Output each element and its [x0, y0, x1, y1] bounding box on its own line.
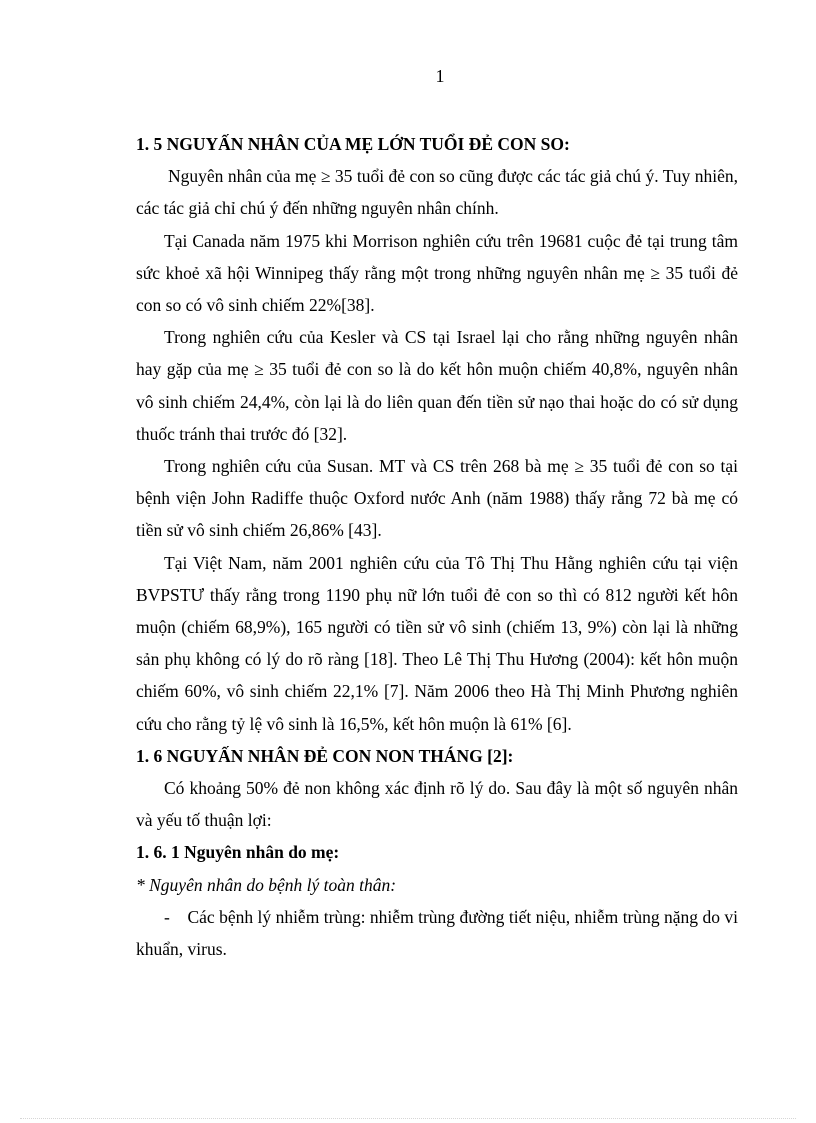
- paragraph-1: Nguyên nhân của mẹ ≥ 35 tuổi đẻ con so cũng được các tác giả chú ý. Tuy nhiên, các tác giả chỉ chú ý đến những nguyên nhân chính.: [136, 166, 738, 219]
- page-number: 1: [435, 66, 445, 86]
- document-body: [136, 128, 738, 965]
- section-heading-1-6: 1. 6 NGUYẤN NHÂN ĐẺ CON NON THÁNG [2]:: [136, 745, 514, 766]
- paragraph-4: Trong nghiên cứu của Susan. MT và CS trên 268 bà mẹ ≥ 35 tuổi đẻ con so tại bệnh viện John Radiffe thuộc Oxford nước Anh (năm 1988) thấy rằng 72 bà mẹ có tiền sử vô sinh chiếm 26,86% [43].: [136, 456, 738, 541]
- bullet-dash: -: [164, 906, 170, 927]
- paragraph-2: Tại Canada năm 1975 khi Morrison nghiên cứu trên 19681 cuộc đẻ tại trung tâm sức khoẻ xã hội Winnipeg thấy rằng một trong những nguyên nhân mẹ ≥ 35 tuổi đẻ con so có vô sinh chiếm 22%[38].: [136, 230, 738, 316]
- page-bottom-divider: [20, 1118, 796, 1119]
- paragraph-5: Tại Việt Nam, năm 2001 nghiên cứu của Tô Thị Thu Hằng nghiên cứu tại viện BVPSTƯ thấy rằng trong 1190 phụ nữ lớn tuổi đẻ con so thì có 812 người kết hôn muộn (chiếm 68,9%), 165 người có tiền sử vô sinh (chiếm 13, 9%) còn lại là những sản phụ không có lý do rõ ràng [18]. Theo Lê Thị Thu Hương (2004): kết hôn muộn chiếm 60%, vô sinh chiếm 22,1% [7]. Năm 2006 theo Hà Thị Minh Phương nghiên cứu cho rằng tỷ lệ vô sinh là 16,5%, kết hôn muộn là 61% [6].: [136, 552, 738, 734]
- bullet-text: Các bệnh lý nhiễm trùng: nhiễm trùng đường tiết niệu, nhiễm trùng nặng do vi khuẩn, virus.: [136, 906, 738, 960]
- italic-subheading: * Nguyên nhân do bệnh lý toàn thân:: [136, 874, 397, 895]
- section-heading-1-5: 1. 5 NGUYẤN NHÂN CỦA MẸ LỚN TUỔI ĐẺ CON SO:: [136, 134, 570, 154]
- paragraph-3: Trong nghiên cứu của Kesler và CS tại Israel lại cho rằng những nguyên nhân hay gặp của mẹ ≥ 35 tuổi đẻ con so là do kết hôn muộn chiếm 40,8%, nguyên nhân vô sinh chiếm 24,4%, còn lại là do liên quan đến tiền sử nạo thai hoặc do có sử dụng thuốc tránh thai trước đó [32].: [136, 327, 738, 444]
- bullet-item: [136, 901, 738, 965]
- paragraph-intro: Có khoảng 50% đẻ non không xác định rõ lý do. Sau đây là một số nguyên nhân và yếu tố thuận lợi:: [136, 778, 738, 831]
- subsection-heading-1-6-1: 1. 6. 1 Nguyên nhân do mẹ:: [136, 842, 340, 863]
